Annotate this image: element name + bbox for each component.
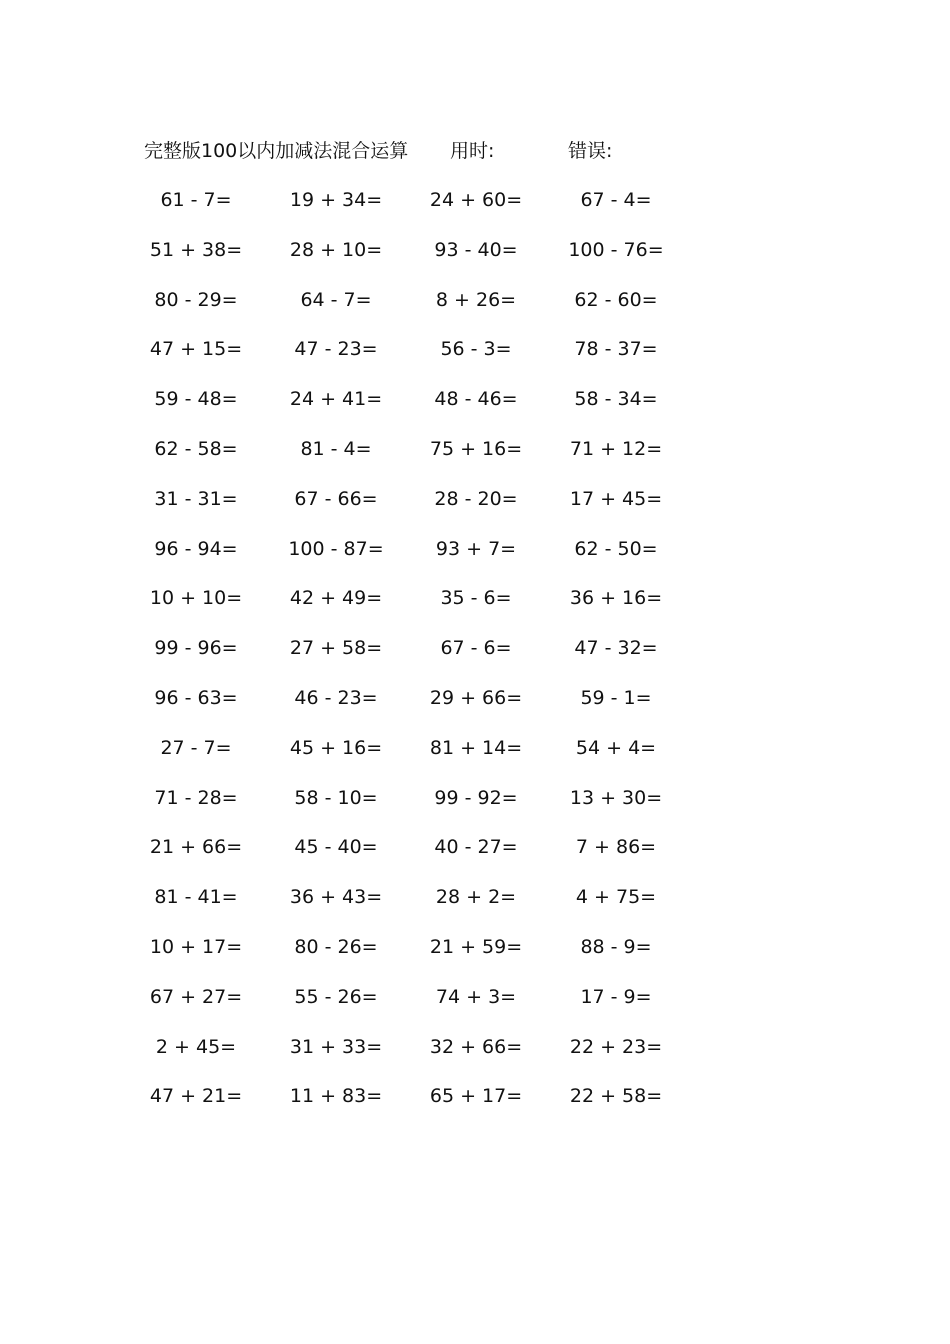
math-problem: 93 - 40= <box>434 238 518 261</box>
problem-row <box>140 381 700 431</box>
math-problem: 32 + 66= <box>429 1035 523 1058</box>
math-problem: 65 + 17= <box>429 1085 523 1108</box>
math-problem: 62 - 60= <box>574 288 658 311</box>
math-problem: 36 + 43= <box>289 886 383 909</box>
problem-grid <box>140 182 700 1128</box>
math-problem: 54 + 4= <box>575 736 657 759</box>
math-problem: 62 - 50= <box>574 537 658 560</box>
math-problem: 13 + 30= <box>569 786 663 809</box>
problem-row <box>140 431 700 481</box>
math-problem: 78 - 37= <box>574 338 658 361</box>
math-problem: 96 - 94= <box>154 537 238 560</box>
math-problem: 21 + 66= <box>149 836 243 859</box>
math-problem: 100 - 76= <box>568 238 664 261</box>
math-problem: 58 - 34= <box>574 388 658 411</box>
math-problem: 4 + 75= <box>575 886 657 909</box>
math-problem: 45 + 16= <box>289 736 383 759</box>
math-problem: 27 - 7= <box>160 736 232 759</box>
time-used-label: 用时: <box>450 140 495 162</box>
problem-row <box>140 531 700 581</box>
math-problem: 28 + 2= <box>435 886 517 909</box>
problem-row <box>140 630 700 680</box>
math-problem: 42 + 49= <box>289 587 383 610</box>
math-problem: 62 - 58= <box>154 437 238 460</box>
math-problem: 17 + 45= <box>569 487 663 510</box>
math-problem: 29 + 66= <box>429 686 523 709</box>
problem-row <box>140 680 700 730</box>
math-problem: 74 + 3= <box>435 985 517 1008</box>
math-problem: 31 + 33= <box>289 1035 383 1058</box>
math-problem: 81 + 14= <box>429 736 523 759</box>
math-problem: 10 + 17= <box>149 935 243 958</box>
problem-row <box>140 282 700 332</box>
problem-row <box>140 182 700 232</box>
math-problem: 67 + 27= <box>149 985 243 1008</box>
problem-row <box>140 331 700 381</box>
math-problem: 8 + 26= <box>435 288 517 311</box>
math-problem: 47 + 21= <box>149 1085 243 1108</box>
math-problem: 58 - 10= <box>294 786 378 809</box>
math-problem: 55 - 26= <box>294 985 378 1008</box>
math-problem: 28 + 10= <box>289 238 383 261</box>
math-problem: 7 + 86= <box>575 836 657 859</box>
math-problem: 10 + 10= <box>149 587 243 610</box>
math-problem: 24 + 41= <box>289 388 383 411</box>
math-problem: 99 - 92= <box>434 786 518 809</box>
math-problem: 31 - 31= <box>154 487 238 510</box>
problem-row <box>140 879 700 929</box>
math-problem: 93 + 7= <box>435 537 517 560</box>
math-problem: 24 + 60= <box>429 189 523 211</box>
math-problem: 100 - 87= <box>288 537 384 560</box>
math-problem: 64 - 7= <box>300 288 372 311</box>
problem-row <box>140 929 700 979</box>
math-problem: 40 - 27= <box>434 836 518 859</box>
problem-row <box>140 780 700 830</box>
math-problem: 99 - 96= <box>154 637 238 660</box>
math-problem: 35 - 6= <box>440 587 512 610</box>
math-problem: 46 - 23= <box>294 686 378 709</box>
math-problem: 61 - 7= <box>160 189 232 211</box>
problem-row <box>140 1078 700 1128</box>
math-problem: 21 + 59= <box>429 935 523 958</box>
math-problem: 11 + 83= <box>289 1085 383 1108</box>
problem-row <box>140 1029 700 1079</box>
problem-row <box>140 580 700 630</box>
math-problem: 88 - 9= <box>580 935 652 958</box>
math-problem: 59 - 48= <box>154 388 238 411</box>
math-problem: 81 - 4= <box>300 437 372 460</box>
math-problem: 80 - 26= <box>294 935 378 958</box>
math-problem: 75 + 16= <box>429 437 523 460</box>
math-problem: 47 - 32= <box>574 637 658 660</box>
math-problem: 28 - 20= <box>434 487 518 510</box>
math-problem: 36 + 16= <box>569 587 663 610</box>
problem-row <box>140 730 700 780</box>
math-problem: 80 - 29= <box>154 288 238 311</box>
math-problem: 19 + 34= <box>289 189 383 211</box>
problem-row <box>140 232 700 282</box>
math-problem: 67 - 4= <box>580 189 652 211</box>
math-problem: 47 + 15= <box>149 338 243 361</box>
problem-row <box>140 481 700 531</box>
math-problem: 81 - 41= <box>154 886 238 909</box>
math-problem: 71 - 28= <box>154 786 238 809</box>
math-problem: 67 - 66= <box>294 487 378 510</box>
math-problem: 48 - 46= <box>434 388 518 411</box>
worksheet-title: 完整版100以内加减法混合运算 <box>144 140 409 162</box>
math-problem: 96 - 63= <box>154 686 238 709</box>
math-problem: 45 - 40= <box>294 836 378 859</box>
math-problem: 22 + 23= <box>569 1035 663 1058</box>
math-problem: 22 + 58= <box>569 1085 663 1108</box>
math-problem: 51 + 38= <box>149 238 243 261</box>
errors-label: 错误: <box>568 140 613 162</box>
math-problem: 71 + 12= <box>569 437 663 460</box>
math-problem: 67 - 6= <box>440 637 512 660</box>
math-problem: 56 - 3= <box>440 338 512 361</box>
problem-row <box>140 979 700 1029</box>
math-problem: 27 + 58= <box>289 637 383 660</box>
math-problem: 47 - 23= <box>294 338 378 361</box>
math-problem: 17 - 9= <box>580 985 652 1008</box>
problem-row <box>140 829 700 879</box>
math-problem: 2 + 45= <box>155 1035 237 1058</box>
math-problem: 59 - 1= <box>580 686 652 709</box>
